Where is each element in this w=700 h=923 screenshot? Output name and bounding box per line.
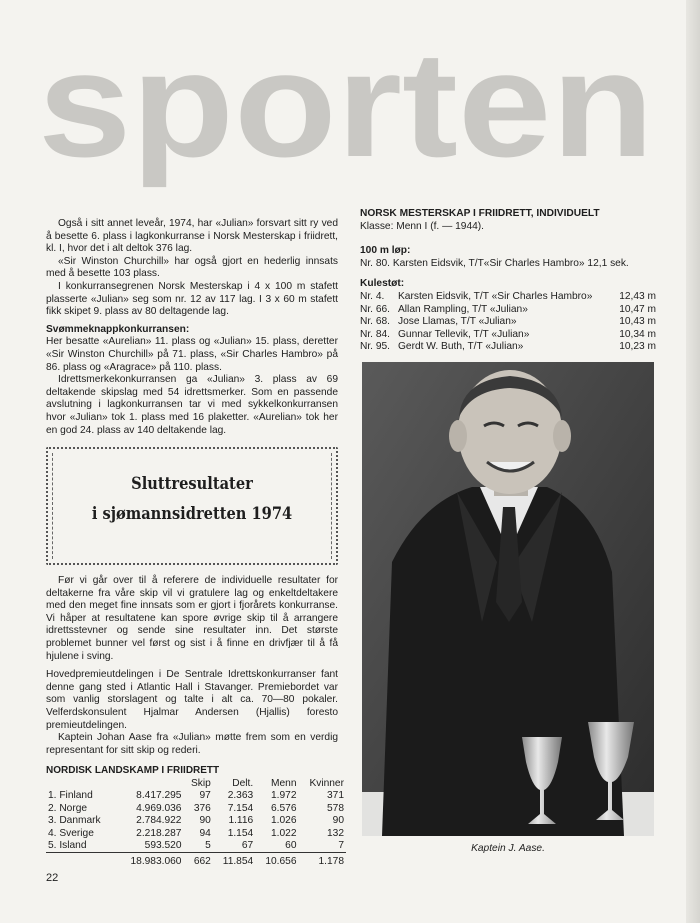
country-cell: 2. Norge: [48, 802, 88, 814]
total-population-cell: 18.983.060: [116, 853, 184, 869]
masthead: [38, 40, 658, 200]
photo-caption: Kaptein J. Aase.: [471, 843, 545, 854]
delt-cell: 1.154: [227, 827, 254, 839]
result-name: Jose Llamas, T/T «Julian»: [398, 316, 517, 328]
totals-row: [46, 853, 346, 869]
kvinner-cell: 7: [338, 840, 344, 852]
result-value: 10,23 m: [619, 341, 656, 353]
kvinner-cell: 90: [332, 815, 344, 827]
col-population: [116, 778, 184, 790]
list-item: [360, 341, 656, 354]
masthead-title: sporten: [38, 40, 654, 188]
result-value: 12,43 m: [619, 290, 656, 302]
table-row: [46, 803, 346, 815]
table-row: [46, 790, 346, 802]
country-cell: 3. Danmark: [48, 815, 101, 827]
shot-heading: Kulestøt:: [360, 278, 405, 290]
menn-cell: 1.026: [271, 815, 297, 827]
total-kvinner-cell: 1.178: [299, 853, 347, 869]
swim-heading: Svømmeknappkonkurransen:: [46, 323, 190, 335]
result-value: 10,47 m: [619, 303, 656, 315]
result-name: Karsten Eidsvik, T/T «Sir Charles Hambro»: [398, 290, 593, 302]
result-nr: Nr. 68.: [360, 316, 391, 328]
table-row: [46, 840, 346, 853]
run-result: Nr. 80. Karsten Eidsvik, T/T«Sir Charles Hambro» 12,1 sek.: [360, 257, 629, 269]
skip-cell: 97: [199, 790, 211, 802]
menn-cell: 1.022: [271, 827, 297, 839]
menn-cell: 6.576: [271, 802, 297, 814]
result-name: Gerdt W. Buth, T/T «Julian»: [398, 341, 524, 353]
page-number: 22: [46, 872, 59, 884]
result-name: Allan Rampling, T/T «Julian»: [398, 303, 528, 315]
results-box-title: [66, 469, 317, 529]
result-name: Gunnar Tellevik, T/T «Julian»: [398, 328, 530, 340]
after-paragraph-1: Før vi går over til å referere de individuelle resultater for deltakerne fra våre skip vil vi gratulere lag og enkeltdeltakere med den meget fine innsats som er gjort i fjorårets konkurranse. Vi håper at resultatene kan spore øvrige skip til å arrangere idrettsstevner og sende sine resultater inn. Det største problemet bunner vel først og sist i å finne en drivfjær til å få hjulene i sving.: [46, 575, 338, 662]
delt-cell: 2.363: [227, 790, 254, 802]
table-row: [46, 828, 346, 840]
kvinner-cell: 371: [327, 790, 344, 802]
skip-cell: 94: [199, 827, 211, 839]
swim-paragraph-1: Her besatte «Aurelian» 11. plass og «Julian» 15. plass, deretter «Sir Winston Churchill» på 71. plass, «Sir Charles Hambro» på 86. plass og «Aragrace» på 110. plass.: [46, 336, 338, 373]
after-paragraph-2: Hovedpremieutdelingen i De Sentrale Idrettskonkurranser fant denne gang sted i Atlantic Hall i Stavanger. Premiebordet var som vanlig storslagent og talte i alt ca. 70—80 pokaler. Velferdskonsulent Hjalmar Andersen (Hjallis) foresto premieutdelingen.: [46, 669, 338, 731]
result-nr: Nr. 84.: [360, 328, 391, 340]
masthead-svg: [38, 40, 658, 200]
population-cell: 2.218.287: [136, 827, 182, 839]
skip-cell: 5: [205, 840, 211, 852]
total-delt-cell: 11.854: [213, 853, 255, 869]
klasse-line: Klasse: Menn I (f. — 1944).: [360, 220, 485, 232]
col-delt: Delt.: [232, 778, 254, 789]
left-column: [46, 218, 344, 869]
delt-cell: 67: [241, 840, 254, 852]
list-item: [360, 316, 656, 329]
total-label-cell: [46, 853, 116, 869]
population-cell: 8.417.295: [136, 790, 182, 802]
intro-paragraph-3: I konkurransegrenen Norsk Mesterskap i 4 x 100 m stafett plasserte «Julian» seg som nr. 12 av 117 lag. I 3 x 60 m stafett fikk skipet 9. plass av 80 deltagende lag.: [46, 280, 338, 318]
kvinner-cell: 132: [327, 827, 344, 839]
results-box-line-1: Sluttresultater: [131, 474, 253, 495]
landskamp-table: [46, 778, 346, 869]
col-skip: Skip: [191, 778, 211, 789]
col-kvinner: Kvinner: [309, 778, 344, 789]
population-cell: 2.784.922: [136, 815, 182, 827]
country-cell: 4. Sverige: [48, 827, 94, 839]
col-country: [46, 778, 116, 790]
result-value: 10,34 m: [619, 328, 656, 340]
country-cell: 5. Island: [48, 840, 87, 852]
spacer: [360, 233, 656, 245]
country-cell: 1. Finland: [48, 790, 93, 802]
result-nr: Nr. 95.: [360, 341, 391, 353]
intro-paragraph-2: «Sir Winston Churchill» har også gjort en hederlig innsats med å besette 103 plass.: [46, 255, 338, 280]
landskamp-header-row: [46, 778, 346, 790]
championship-title: NORSK MESTERSKAP I FRIIDRETT, INDIVIDUELT: [360, 208, 600, 219]
total-menn-cell: 10.656: [255, 853, 298, 869]
right-column: [360, 208, 656, 354]
result-nr: Nr. 4.: [360, 290, 385, 302]
after-paragraph-3: Kaptein Johan Aase fra «Julian» møtte frem som en verdig representant for sitt skip og rederi.: [46, 732, 338, 756]
portrait-photo: [362, 362, 654, 836]
results-box: [46, 447, 338, 565]
landskamp-title: NORDISK LANDSKAMP I FRIIDRETT: [46, 765, 220, 777]
skip-cell: 90: [199, 815, 211, 827]
delt-cell: 1.116: [228, 815, 254, 827]
population-cell: 4.969.036: [136, 802, 182, 814]
swim-paragraph-2: Idrettsmerkekonkurransen ga «Julian» 3. plass av 69 deltakende skipslag med 54 idrettsmerker. Som en passende avslutning i lagkonkurransen tar vi med sykkelkonkurransen hvor «Julian» tok 1. plass med 16 plaketter. «Aurelian» tok her en god 24. plass av 140 deltakende lag.: [46, 374, 338, 436]
spacer: [360, 270, 656, 278]
portrait-illustration: [362, 362, 654, 836]
table-row: [46, 815, 346, 827]
total-skip-cell: 662: [183, 853, 212, 869]
menn-cell: 60: [285, 840, 297, 852]
page-edge: [686, 0, 700, 923]
list-item: [360, 304, 656, 317]
menn-cell: 1.972: [271, 790, 297, 802]
population-cell: 593.520: [144, 840, 182, 852]
result-nr: Nr. 66.: [360, 303, 391, 315]
list-item: [360, 329, 656, 342]
kvinner-cell: 578: [327, 802, 344, 814]
col-menn: Menn: [271, 778, 297, 789]
results-box-line-2: i sjømannsidretten 1974: [91, 504, 293, 525]
delt-cell: 7.154: [227, 802, 254, 814]
skip-cell: 376: [193, 802, 211, 814]
run-heading: 100 m løp:: [360, 245, 411, 257]
list-item: [360, 291, 656, 304]
result-value: 10,43 m: [619, 316, 656, 328]
intro-paragraph-1: Også i sitt annet leveår, 1974, har «Julian» forsvart sitt ry ved å besette 6. plass i lagkonkurranse i Norsk Mesterskap i friidrett, kl. I, hvor det i alt deltok 376 lag.: [46, 218, 338, 255]
